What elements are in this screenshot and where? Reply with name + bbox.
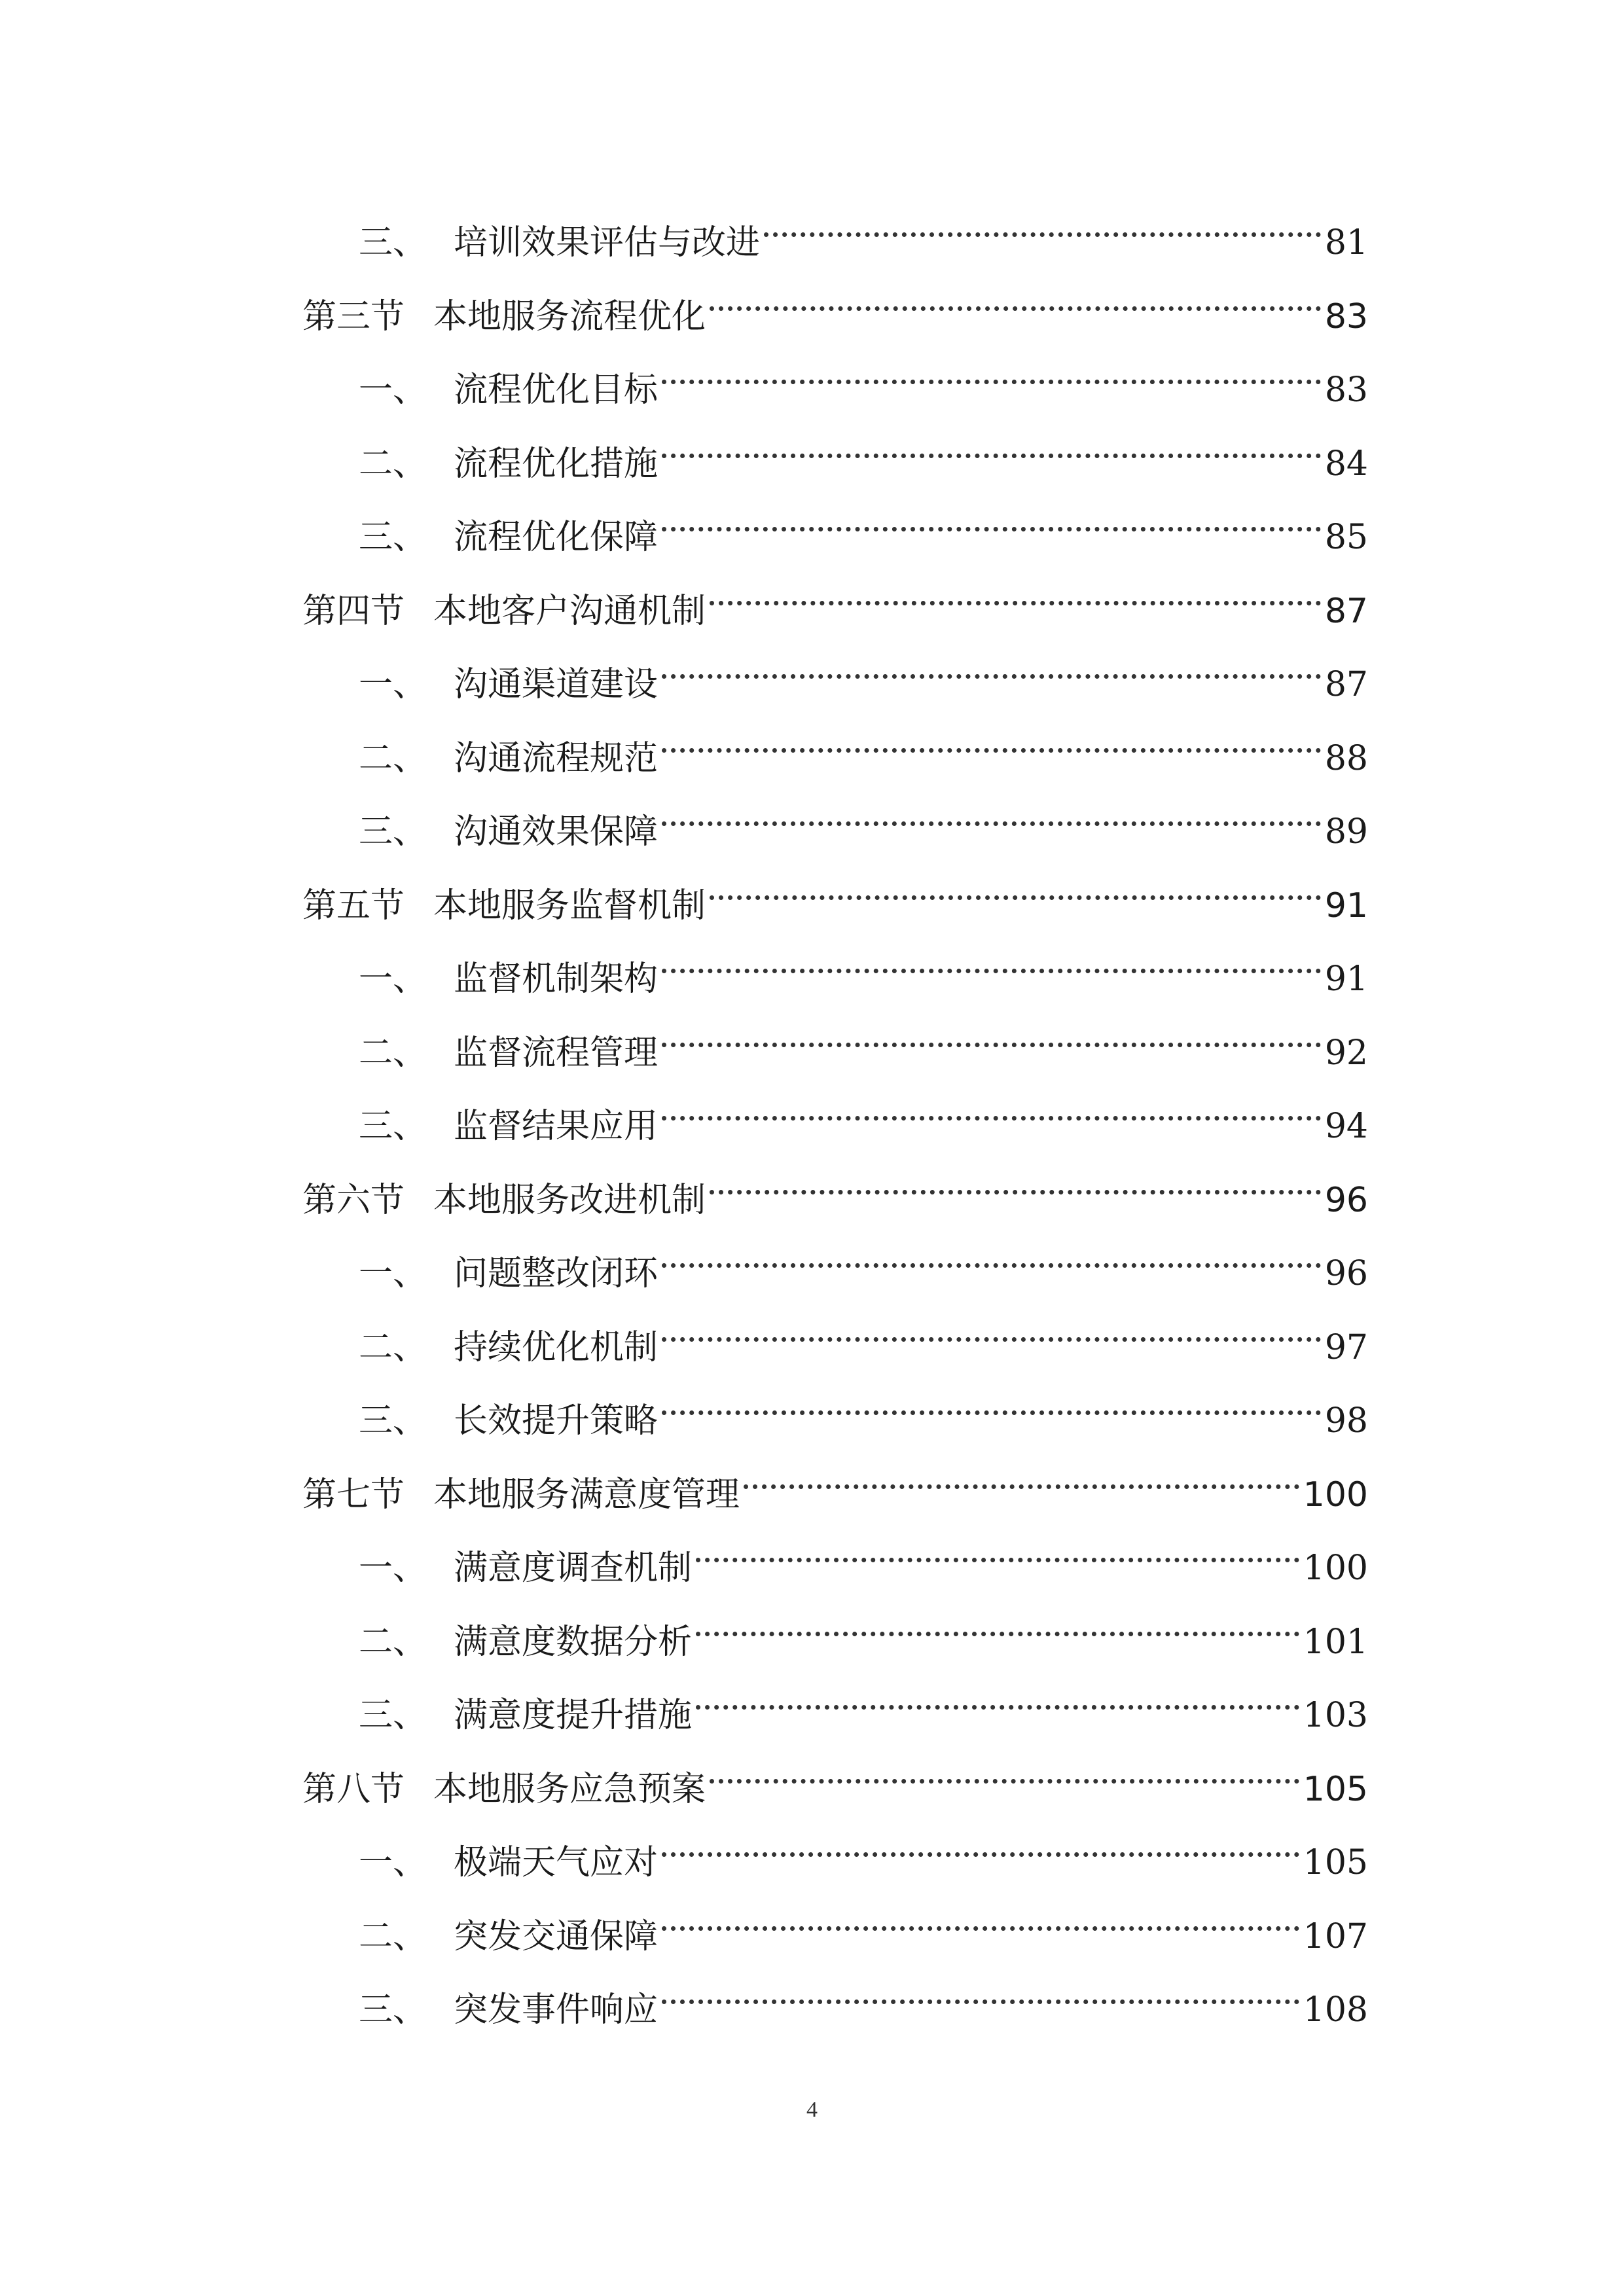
- toc-entry-page: 97: [1324, 1327, 1368, 1367]
- toc-entry-title: 极端天气应对: [454, 1843, 659, 1882]
- toc-entry-number: 二、: [359, 738, 427, 778]
- toc-dot-leader: [710, 852, 1321, 917]
- toc-entry-title: 本地服务监督机制: [433, 886, 706, 925]
- toc-subsection-entry[interactable]: [359, 1293, 1368, 1367]
- toc-entry-page: 83: [1324, 370, 1368, 410]
- toc-entry-page: 98: [1324, 1401, 1368, 1441]
- toc-entry-page: 88: [1324, 738, 1368, 778]
- toc-subsection-entry[interactable]: [359, 410, 1368, 484]
- page-number-footer: 4: [806, 2098, 818, 2122]
- toc-entry-page: 108: [1303, 1990, 1368, 2030]
- toc-entry-title: 突发交通保障: [454, 1916, 659, 1956]
- toc-entry-page: 92: [1324, 1033, 1368, 1073]
- toc-dot-leader: [662, 1219, 1321, 1285]
- toc-dot-leader: [662, 999, 1321, 1064]
- toc-dot-leader: [744, 1441, 1299, 1506]
- toc-entry-title: 满意度提升措施: [454, 1696, 693, 1735]
- toc-entry-title: 流程优化措施: [454, 444, 659, 484]
- toc-entry-title: 沟通效果保障: [454, 812, 659, 852]
- toc-entry-title: 本地服务流程优化: [433, 296, 706, 336]
- toc-entry-number: 第七节: [302, 1475, 405, 1515]
- toc-entry-number: 三、: [359, 812, 427, 852]
- toc-entry-title: 满意度数据分析: [454, 1622, 693, 1662]
- toc-subsection-entry[interactable]: [359, 925, 1368, 999]
- toc-entry-page: 85: [1324, 518, 1368, 557]
- toc-dot-leader: [710, 1735, 1299, 1801]
- toc-dot-leader: [710, 557, 1321, 622]
- toc-entry-title: 培训效果评估与改进: [454, 223, 761, 262]
- toc-entry-title: 监督流程管理: [454, 1033, 659, 1073]
- toc-entry-page: 96: [1324, 1254, 1368, 1293]
- toc-dot-leader: [662, 704, 1321, 770]
- toc-entry-title: 本地服务应急预案: [433, 1769, 706, 1809]
- toc-section-entry[interactable]: [302, 852, 1368, 925]
- toc-dot-leader: [662, 1882, 1299, 1948]
- toc-subsection-entry[interactable]: [359, 630, 1368, 704]
- toc-dot-leader: [662, 410, 1321, 475]
- toc-entry-title: 突发事件响应: [454, 1990, 659, 2030]
- toc-dot-leader: [662, 630, 1321, 696]
- toc-entry-title: 监督机制架构: [454, 960, 659, 999]
- toc-subsection-entry[interactable]: [359, 1661, 1368, 1735]
- toc-entry-number: 二、: [359, 1622, 427, 1662]
- toc-entry-page: 101: [1303, 1622, 1368, 1662]
- toc-entry-title: 持续优化机制: [454, 1327, 659, 1367]
- toc-entry-page: 89: [1324, 812, 1368, 852]
- toc-entry-title: 长效提升策略: [454, 1401, 659, 1441]
- toc-entry-page: 84: [1324, 444, 1368, 484]
- toc-section-entry[interactable]: [302, 1735, 1368, 1809]
- toc-entry-number: 第四节: [302, 591, 405, 631]
- toc-entry-number: 一、: [359, 1843, 427, 1882]
- toc-entry-page: 81: [1324, 223, 1368, 262]
- toc-dot-leader: [696, 1514, 1299, 1579]
- toc-subsection-entry[interactable]: [359, 1219, 1368, 1293]
- toc-subsection-entry[interactable]: [359, 778, 1368, 852]
- toc-entry-page: 105: [1303, 1843, 1368, 1882]
- toc-dot-leader: [662, 1072, 1321, 1138]
- toc-section-entry[interactable]: [302, 262, 1368, 336]
- toc-dot-leader: [710, 1146, 1321, 1211]
- toc-dot-leader: [662, 483, 1321, 548]
- toc-entry-title: 本地客户沟通机制: [433, 591, 706, 631]
- toc-entry-page: 96: [1324, 1180, 1368, 1220]
- toc-entry-number: 三、: [359, 518, 427, 557]
- toc-entry-title: 满意度调查机制: [454, 1549, 693, 1588]
- toc-entry-title: 沟通流程规范: [454, 738, 659, 778]
- toc-entry-number: 二、: [359, 1327, 427, 1367]
- toc-entry-number: 一、: [359, 1549, 427, 1588]
- toc-subsection-entry[interactable]: [359, 1367, 1368, 1441]
- toc-entry-page: 87: [1324, 665, 1368, 704]
- toc-entry-page: 87: [1324, 591, 1368, 631]
- toc-entry-title: 本地服务满意度管理: [433, 1475, 740, 1515]
- toc-section-entry[interactable]: [302, 557, 1368, 631]
- toc-dot-leader: [662, 1293, 1321, 1359]
- toc-dot-leader: [710, 262, 1321, 328]
- toc-dot-leader: [764, 188, 1321, 254]
- toc-subsection-entry[interactable]: [359, 1956, 1368, 2030]
- toc-subsection-entry[interactable]: [359, 999, 1368, 1073]
- toc-subsection-entry[interactable]: [359, 704, 1368, 778]
- toc-dot-leader: [662, 336, 1321, 401]
- toc-entry-title: 流程优化目标: [454, 370, 659, 410]
- toc-entry-number: 第八节: [302, 1769, 405, 1809]
- toc-entry-number: 第六节: [302, 1180, 405, 1220]
- toc-section-entry[interactable]: [302, 1441, 1368, 1515]
- toc-dot-leader: [662, 1808, 1299, 1874]
- toc-entry-number: 二、: [359, 1033, 427, 1073]
- toc-entry-number: 第三节: [302, 296, 405, 336]
- toc-entry-page: 103: [1303, 1696, 1368, 1735]
- toc-entry-number: 三、: [359, 223, 427, 262]
- toc-dot-leader: [662, 778, 1321, 843]
- toc-entry-page: 100: [1303, 1475, 1368, 1515]
- toc-entry-page: 105: [1303, 1769, 1368, 1809]
- toc-entry-title: 沟通渠道建设: [454, 665, 659, 704]
- toc-section-entry[interactable]: [302, 1146, 1368, 1220]
- toc-subsection-entry[interactable]: [359, 1882, 1368, 1956]
- toc-dot-leader: [662, 1956, 1299, 2021]
- toc-subsection-entry[interactable]: [359, 188, 1368, 262]
- toc-subsection-entry[interactable]: [359, 336, 1368, 410]
- toc-entry-title: 问题整改闭环: [454, 1254, 659, 1293]
- toc-entry-title: 本地服务改进机制: [433, 1180, 706, 1220]
- toc-entry-page: 94: [1324, 1107, 1368, 1146]
- toc-entry-number: 一、: [359, 370, 427, 410]
- toc-entry-number: 一、: [359, 960, 427, 999]
- toc-entry-page: 91: [1324, 886, 1368, 925]
- toc-entry-page: 100: [1303, 1549, 1368, 1588]
- toc-entry-number: 三、: [359, 1401, 427, 1441]
- toc-subsection-entry[interactable]: [359, 1808, 1368, 1882]
- toc-entry-number: 第五节: [302, 886, 405, 925]
- toc-dot-leader: [662, 925, 1321, 990]
- toc-entry-number: 二、: [359, 1916, 427, 1956]
- toc-dot-leader: [696, 1588, 1299, 1653]
- toc-entry-number: 二、: [359, 444, 427, 484]
- toc-dot-leader: [696, 1661, 1299, 1727]
- toc-entry-number: 一、: [359, 1254, 427, 1293]
- toc-subsection-entry[interactable]: [359, 483, 1368, 557]
- toc-entry-page: 107: [1303, 1916, 1368, 1956]
- toc-entry-title: 流程优化保障: [454, 518, 659, 557]
- toc-entry-number: 三、: [359, 1696, 427, 1735]
- toc-entry-page: 83: [1324, 296, 1368, 336]
- toc-entry-number: 三、: [359, 1107, 427, 1146]
- toc-entry-page: 91: [1324, 960, 1368, 999]
- toc-dot-leader: [662, 1367, 1321, 1432]
- toc-entry-number: 三、: [359, 1990, 427, 2030]
- toc-subsection-entry[interactable]: [359, 1072, 1368, 1146]
- toc-entry-title: 监督结果应用: [454, 1107, 659, 1146]
- toc-subsection-entry[interactable]: [359, 1514, 1368, 1588]
- toc-subsection-entry[interactable]: [359, 1588, 1368, 1662]
- toc-entry-number: 一、: [359, 665, 427, 704]
